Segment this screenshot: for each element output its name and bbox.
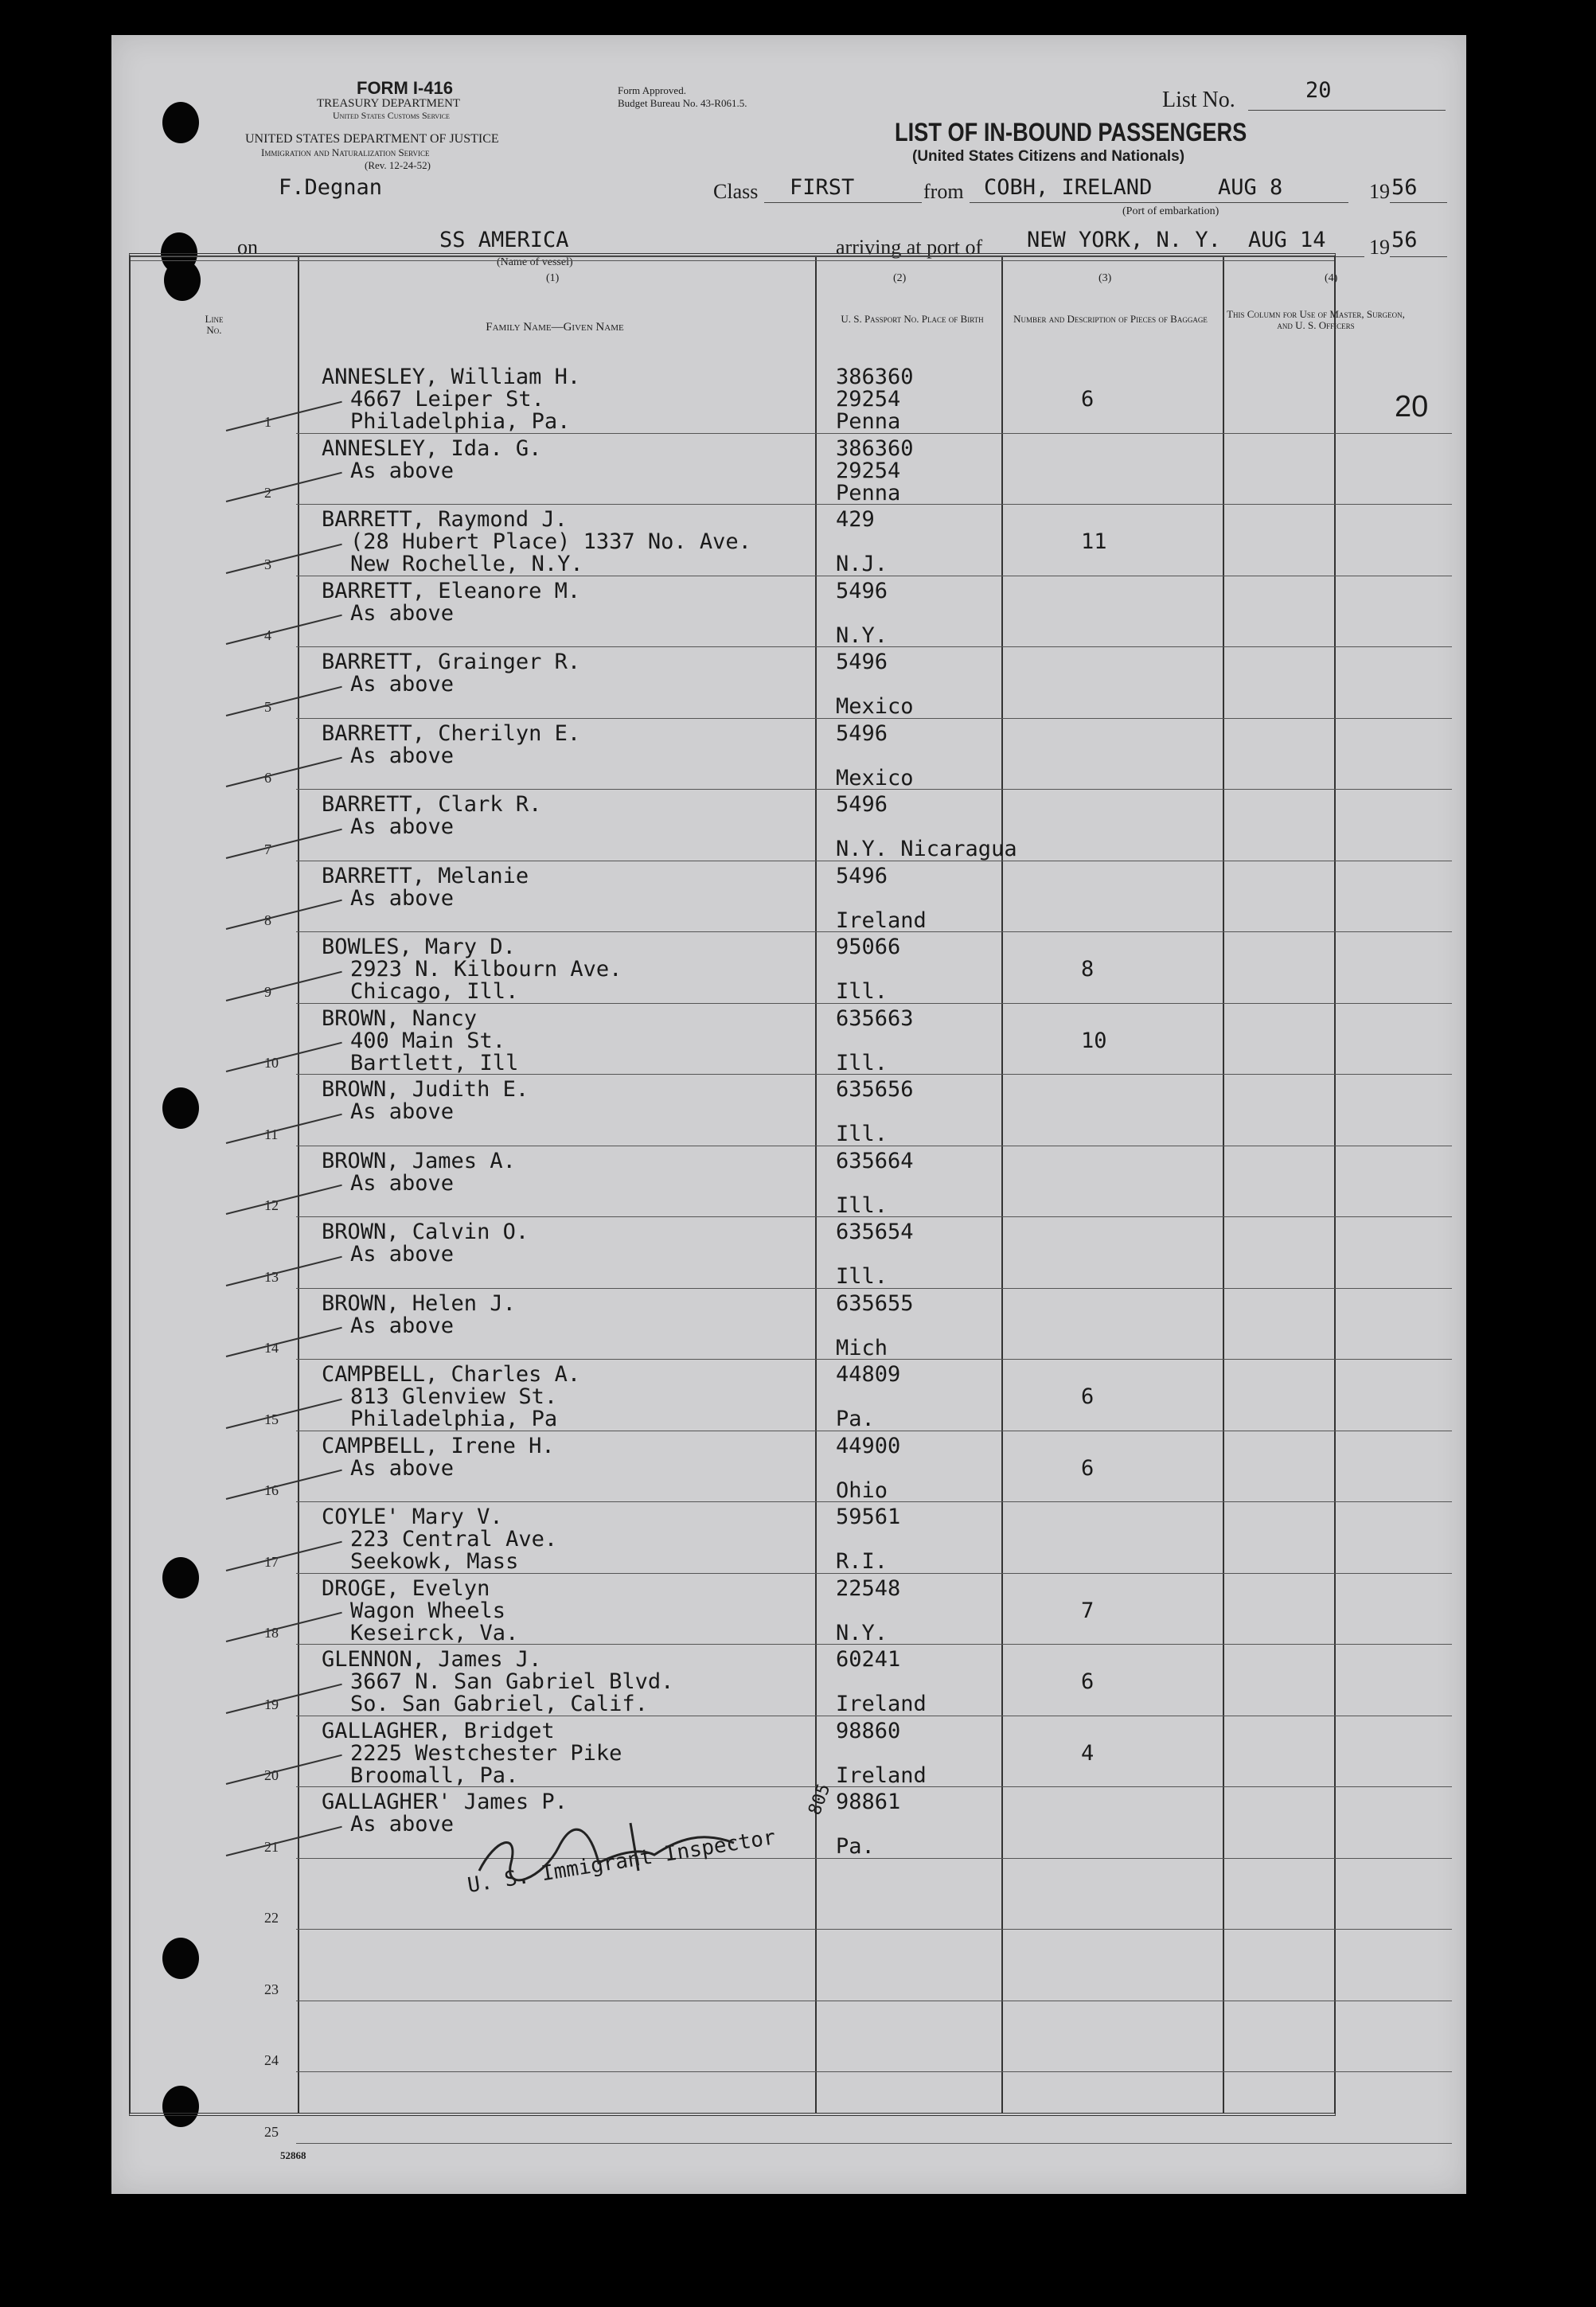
passport-number: 635663 [836, 1005, 914, 1031]
column-number-2: (2) [893, 272, 907, 284]
place-of-birth: N.J. [836, 552, 888, 576]
passenger-name: BROWN, Judith E. [322, 1077, 529, 1102]
place-of-birth: Ill. [836, 1193, 888, 1218]
passenger-name: BARRETT, Grainger R. [322, 650, 581, 674]
from-date: AUG 8 [1218, 175, 1283, 200]
address-line-2: Broomall, Pa. [350, 1762, 519, 1788]
line-number: 9 [264, 983, 271, 1000]
passenger-name: BOWLES, Mary D. [322, 935, 516, 959]
stamp-number: 805 [805, 1781, 835, 1818]
baggage-count: 6 [1081, 1669, 1095, 1694]
list-no-value: 20 [1305, 78, 1332, 103]
passport-number: 22548 [836, 1575, 901, 1601]
dept-customs: United States Customs Service [333, 110, 450, 121]
line-number: 2 [264, 485, 271, 501]
header-baggage: Number and Description of Pieces of Baggage [1013, 313, 1208, 325]
dept-treasury: TREASURY DEPARTMENT [317, 97, 461, 110]
line-number: 4 [264, 627, 271, 643]
budget-bureau: Budget Bureau No. 43-R061.5. [618, 97, 747, 109]
address-line-2: Chicago, Ill. [350, 979, 519, 1004]
form-approved: Form Approved. [618, 84, 686, 96]
line-number: 25 [264, 2123, 279, 2140]
passenger-name: BARRETT, Raymond J. [322, 507, 568, 532]
address-line-1: As above [350, 1313, 455, 1338]
passport-number: 5496 [836, 720, 888, 746]
from-label: from [923, 180, 964, 203]
line-number: 13 [264, 1268, 279, 1285]
address-line-1: 223 Central Ave. [350, 1527, 558, 1552]
header-passport: U. S. Passport No. Place of Birth [841, 313, 984, 325]
footer-code: 52868 [280, 2149, 306, 2161]
passport-number-2: 29254 [836, 387, 901, 412]
address-line-1: Wagon Wheels [350, 1598, 506, 1623]
officers-mark: 20 [1395, 390, 1429, 424]
inspector-signature [471, 1807, 806, 1890]
address-line-1: (28 Hubert Place) 1337 No. Ave. [350, 529, 751, 554]
address-line-1: As above [350, 600, 455, 626]
line-number: 6 [264, 770, 271, 786]
passenger-name: BROWN, Calvin O. [322, 1220, 529, 1244]
place-of-birth: Ill. [836, 979, 888, 1004]
line-number: 1 [264, 413, 271, 430]
passport-number: 44900 [836, 1433, 901, 1458]
passenger-name: CAMPBELL, Irene H. [322, 1433, 555, 1458]
place-of-birth: Ireland [836, 1762, 927, 1788]
address-line-1: 813 Glenview St. [350, 1384, 558, 1409]
form-number: FORM I-416 [357, 78, 454, 98]
passenger-name: BROWN, Nancy [322, 1005, 478, 1031]
line-number: 8 [264, 912, 271, 928]
address-line-1: As above [350, 1455, 455, 1481]
place-of-birth: N.Y. [836, 1620, 888, 1645]
row-divider [296, 2143, 1452, 2144]
passenger-name: BARRETT, Cherilyn E. [322, 720, 581, 746]
year-prefix-1: 19 [1369, 180, 1390, 203]
passport-number: 98861 [836, 1790, 901, 1814]
line-number: 14 [264, 1340, 279, 1356]
place-of-birth: Mexico [836, 765, 914, 790]
place-of-birth: R.I. [836, 1549, 888, 1574]
address-line-2: Philadelphia, Pa. [350, 409, 571, 434]
baggage-count: 10 [1081, 1028, 1107, 1053]
address-line-1: As above [350, 743, 455, 768]
address-line-1: As above [350, 1099, 455, 1124]
vessel-note: (Name of vessel) [497, 256, 573, 268]
column-number-4: (4) [1325, 272, 1338, 284]
line-number: 20 [264, 1767, 279, 1783]
address-line-1: 2923 N. Kilbourn Ave. [350, 957, 622, 982]
passport-number: 5496 [836, 578, 888, 603]
place-of-birth: N.Y. [836, 623, 888, 648]
year-1: 56 [1391, 175, 1418, 200]
passenger-name: ANNESLEY, Ida. G. [322, 435, 542, 461]
dept-justice: UNITED STATES DEPARTMENT OF JUSTICE [245, 132, 499, 146]
place-of-birth: Ireland [836, 1692, 927, 1716]
passenger-name: DROGE, Evelyn [322, 1575, 490, 1601]
passport-number: 95066 [836, 935, 901, 959]
dept-ins: Immigration and Naturalization Service [261, 146, 430, 158]
passenger-name: CAMPBELL, Charles A. [322, 1362, 581, 1387]
passenger-name: GALLAGHER' James P. [322, 1790, 568, 1814]
line-number: 7 [264, 841, 271, 857]
passport-number: 59561 [836, 1505, 901, 1529]
address-line-2: New Rochelle, N.Y. [350, 552, 583, 576]
passport-number: 429 [836, 507, 875, 532]
address-line-1: As above [350, 1812, 455, 1837]
arrival-date: AUG 14 [1248, 228, 1326, 252]
address-line-1: 400 Main St. [350, 1028, 506, 1053]
place-of-birth: Pa. [836, 1834, 875, 1859]
address-line-1: As above [350, 885, 455, 911]
place-of-birth: Mich [836, 1335, 888, 1360]
place-of-birth: Ill. [836, 1122, 888, 1146]
line-number: 16 [264, 1482, 279, 1498]
passport-number: 44809 [836, 1362, 901, 1387]
passenger-name: BARRETT, Eleanore M. [322, 578, 581, 603]
passport-number: 60241 [836, 1647, 901, 1672]
address-line-1: As above [350, 814, 455, 839]
place-of-birth: Ill. [836, 1264, 888, 1289]
line-number: 17 [264, 1553, 279, 1570]
address-line-1: As above [350, 1242, 455, 1267]
place-of-birth: N.Y. Nicaragua [836, 837, 1017, 861]
passport-number: 5496 [836, 650, 888, 674]
baggage-count: 6 [1081, 387, 1095, 412]
line-number: 19 [264, 1696, 279, 1712]
place-of-birth: Mexico [836, 694, 914, 719]
passport-number: 386360 [836, 435, 914, 461]
signature-scribble [471, 1807, 806, 1887]
line-number: 12 [264, 1197, 279, 1213]
passport-number: 635654 [836, 1220, 914, 1244]
line-number: 21 [264, 1838, 279, 1855]
passport-number: 635664 [836, 1148, 914, 1173]
place-of-birth: Penna [836, 480, 901, 506]
line-number: 22 [264, 1910, 279, 1926]
baggage-count: 6 [1081, 1455, 1095, 1481]
address-line-1: 4667 Leiper St. [350, 387, 544, 412]
place-of-birth: Penna [836, 409, 901, 434]
address-line-1: As above [350, 672, 455, 697]
passenger-name: BROWN, Helen J. [322, 1290, 516, 1316]
place-of-birth: Ill. [836, 1050, 888, 1075]
vessel-name: SS AMERICA [439, 228, 569, 252]
baggage-count: 6 [1081, 1384, 1095, 1409]
officer-name: F.Degnan [279, 175, 383, 200]
passport-number: 98860 [836, 1718, 901, 1743]
passport-number: 635656 [836, 1077, 914, 1102]
row-divider [296, 2071, 1452, 2072]
address-line-2: Philadelphia, Pa [350, 1407, 558, 1431]
address-line-1: As above [350, 458, 455, 483]
passport-number: 635655 [836, 1290, 914, 1316]
from-port: COBH, IRELAND [984, 175, 1153, 200]
class-label: Class [713, 180, 759, 203]
address-line-2: So. San Gabriel, Calif. [350, 1692, 648, 1716]
baggage-count: 7 [1081, 1598, 1095, 1623]
place-of-birth: Ohio [836, 1477, 888, 1503]
passport-number-2: 29254 [836, 458, 901, 483]
on-label: on [237, 236, 258, 259]
passport-number: 5496 [836, 863, 888, 888]
line-number: 11 [264, 1126, 279, 1142]
passport-number: 386360 [836, 365, 914, 389]
address-line-2: Bartlett, Ill [350, 1050, 519, 1075]
page-subtitle: (United States Citizens and Nationals) [912, 148, 1185, 165]
passenger-name: GALLAGHER, Bridget [322, 1718, 555, 1743]
class-value: FIRST [790, 175, 855, 200]
passenger-name: GLENNON, James J. [322, 1647, 542, 1672]
address-line-1: 2225 Westchester Pike [350, 1740, 622, 1766]
header-name: Family Name—Given Name [486, 321, 624, 334]
line-number: 3 [264, 556, 271, 572]
arriving-label: arriving at port of [836, 236, 983, 259]
port-embark-note: (Port of embarkation) [1122, 205, 1219, 217]
punch-hole [162, 102, 199, 143]
inspector-stamp: U. S. Immigrant Inspector [466, 1825, 778, 1898]
year-2: 56 [1391, 228, 1418, 252]
passenger-name: COYLE' Mary V. [322, 1505, 503, 1529]
line-number: 5 [264, 698, 271, 715]
passenger-name: BARRETT, Clark R. [322, 792, 542, 817]
row-divider [296, 1929, 1452, 1930]
form-revision: (Rev. 12-24-52) [365, 159, 431, 171]
header-officers: This Column for Use of Master, Surgeon, and U. S. Officers [1227, 308, 1405, 331]
line-number: 23 [264, 1981, 279, 1997]
address-line-2: Keseirck, Va. [350, 1620, 519, 1645]
place-of-birth: Ireland [836, 908, 927, 933]
line-number: 10 [264, 1055, 279, 1071]
header-line-no: Line No. [205, 313, 224, 336]
passenger-name: BARRETT, Melanie [322, 863, 529, 888]
column-number-1: (1) [546, 272, 560, 284]
passenger-name: BROWN, James A. [322, 1148, 516, 1173]
baggage-count: 4 [1081, 1740, 1095, 1766]
arrival-port: NEW YORK, N. Y. [1027, 228, 1221, 252]
passenger-name: ANNESLEY, William H. [322, 365, 581, 389]
address-line-1: 3667 N. San Gabriel Blvd. [350, 1669, 674, 1694]
baggage-count: 11 [1081, 529, 1107, 554]
line-number: 15 [264, 1411, 279, 1427]
line-number: 24 [264, 2052, 279, 2068]
line-number: 18 [264, 1625, 279, 1641]
page-title: LIST OF IN-BOUND PASSENGERS [895, 118, 1247, 146]
passport-number: 5496 [836, 792, 888, 817]
baggage-count: 8 [1081, 957, 1095, 982]
year-prefix-2: 19 [1369, 236, 1390, 259]
address-line-1: As above [350, 1170, 455, 1196]
list-no-label: List No. [1162, 88, 1235, 112]
address-line-2: Seekowk, Mass [350, 1549, 519, 1574]
column-number-3: (3) [1098, 272, 1112, 284]
place-of-birth: Pa. [836, 1407, 875, 1431]
